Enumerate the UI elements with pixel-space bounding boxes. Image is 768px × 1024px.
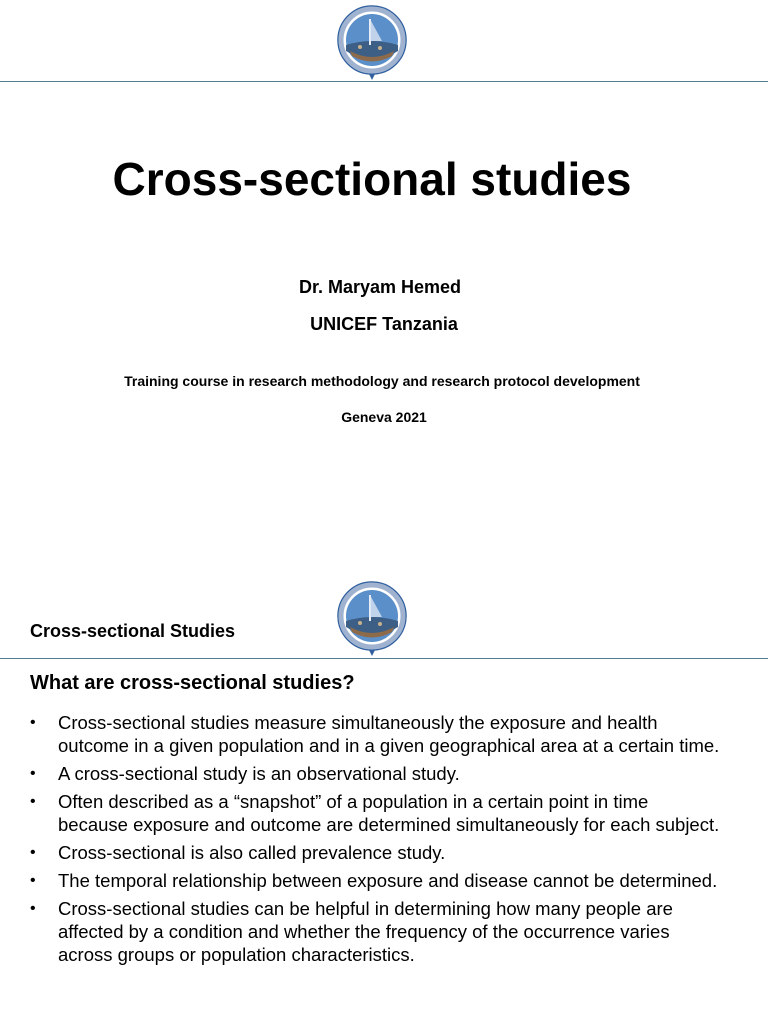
list-item (30, 711, 720, 757)
header-divider (0, 658, 768, 659)
header-divider (0, 81, 768, 82)
content-slide (0, 576, 768, 1024)
bullet-list (30, 711, 720, 971)
slide-header: Cross-sectional Studies (30, 621, 236, 641)
list-item (30, 790, 720, 836)
bullet-text: Cross-sectional is also called prevalence study. (58, 842, 446, 863)
location-year: Geneva 2021 (341, 409, 427, 425)
bullet-text: A cross-sectional study is an observational study. (58, 763, 460, 784)
list-item (30, 869, 720, 892)
bullet-text: Cross-sectional studies can be helpful in determining how many people are affected by a condition and whether the frequency of the occurrence varies across groups or population characteristics. (58, 898, 673, 965)
presenter-name: Dr. Maryam Hemed (298, 277, 462, 297)
presenter-organization: UNICEF Tanzania (310, 314, 458, 334)
bullet-icon: • (30, 900, 36, 917)
bullet-icon: • (30, 714, 36, 731)
list-item (30, 841, 720, 864)
bullet-icon: • (30, 765, 36, 782)
bullet-icon: • (30, 793, 36, 810)
section-heading: What are cross-sectional studies? (30, 672, 355, 694)
slide-title: Cross-sectional studies (112, 153, 632, 205)
list-item (30, 897, 720, 966)
bullet-text: Cross-sectional studies measure simultaneously the exposure and health outcome in a given population and in a given geographical area at a certain time. (58, 712, 720, 756)
bullet-icon: • (30, 844, 36, 861)
bullet-text: The temporal relationship between exposure and disease cannot be determined. (58, 870, 718, 891)
bullet-text: Often described as a “snapshot” of a population in a certain point in time because exposure and outcome are determined simultaneously for each subject. (58, 791, 720, 835)
foundation-seal-icon (336, 577, 408, 657)
list-item (30, 762, 720, 785)
foundation-seal-icon (336, 1, 408, 81)
course-title: Training course in research methodology and research protocol development (124, 373, 640, 389)
bullet-icon: • (30, 872, 36, 889)
